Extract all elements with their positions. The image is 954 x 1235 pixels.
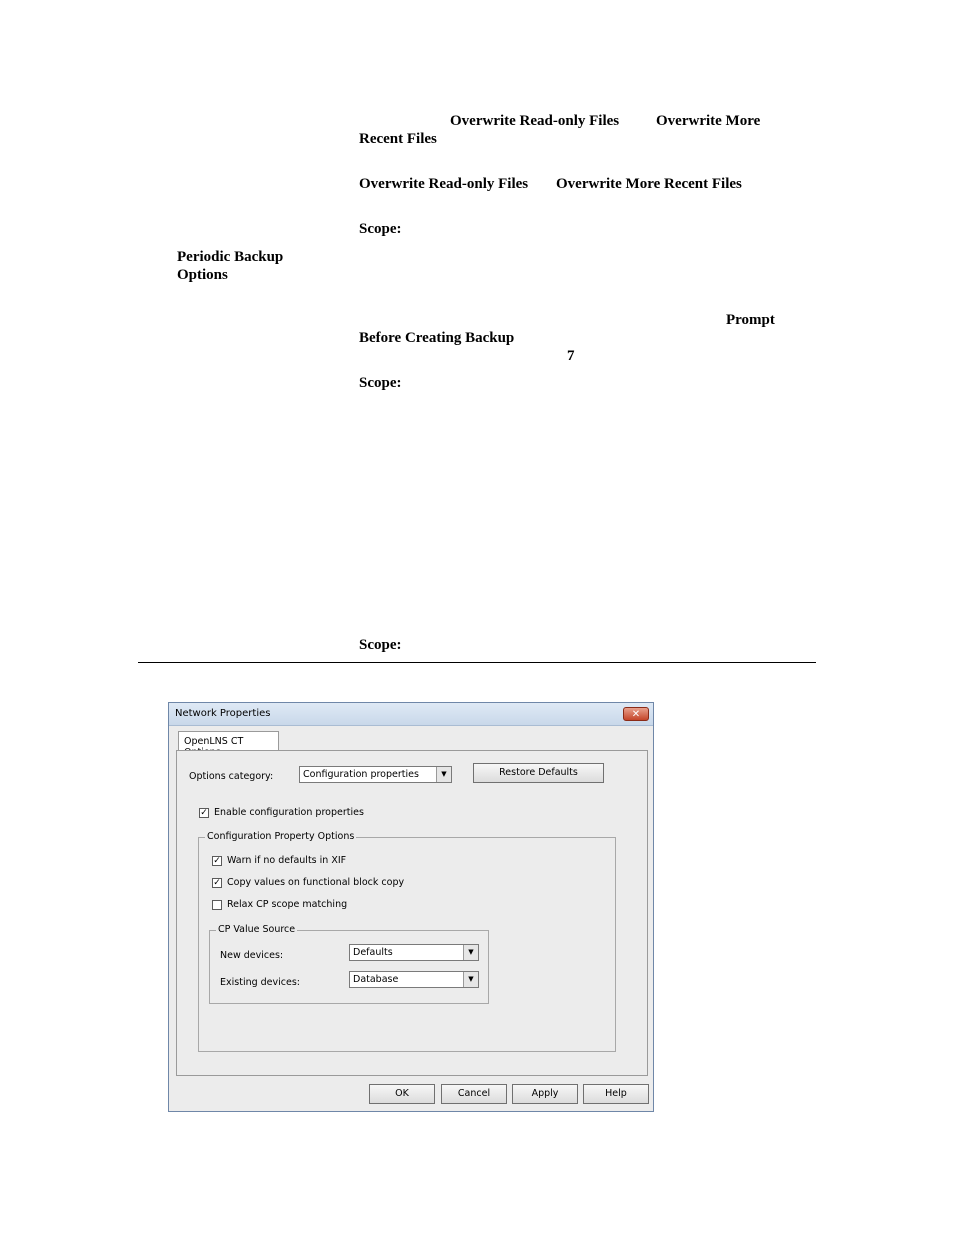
help-button[interactable]: Help bbox=[583, 1084, 649, 1104]
close-button[interactable] bbox=[623, 707, 649, 721]
scope-label-2: Scope: bbox=[359, 375, 402, 391]
para3-text-a: Prompt bbox=[726, 312, 775, 328]
checkmark-icon: ✓ bbox=[213, 878, 221, 888]
checkmark-icon: ✓ bbox=[200, 808, 208, 818]
tab-label: OpenLNS CT bbox=[184, 736, 244, 747]
relax-scope-label: Relax CP scope matching bbox=[227, 899, 348, 910]
dialog-titlebar bbox=[169, 703, 653, 726]
scope-label-3: Scope: bbox=[359, 637, 402, 653]
options-category-label: Options category: bbox=[189, 771, 274, 782]
tab-openlns-ct-options[interactable] bbox=[178, 731, 279, 751]
ok-button[interactable]: OK bbox=[369, 1084, 435, 1104]
horizontal-rule bbox=[138, 662, 816, 663]
para1-text-a: Overwrite Read-only Files bbox=[450, 113, 620, 129]
checkmark-icon: ✓ bbox=[213, 856, 221, 866]
enable-cp-label: Enable configuration properties bbox=[214, 807, 364, 818]
close-icon: ✕ bbox=[631, 709, 641, 720]
para3-text-b: Before Creating Backup bbox=[359, 330, 515, 346]
chevron-down-icon: ▼ bbox=[463, 945, 478, 960]
restore-defaults-button[interactable]: Restore Defaults bbox=[473, 763, 604, 783]
cp-value-source-group bbox=[209, 924, 489, 1004]
para2-text-a: Overwrite Read-only Files bbox=[359, 176, 529, 192]
enable-cp-checkbox[interactable] bbox=[199, 808, 209, 818]
existing-devices-value: Database bbox=[353, 974, 399, 985]
warn-no-defaults-label: Warn if no defaults in XIF bbox=[227, 855, 347, 866]
existing-devices-select[interactable] bbox=[349, 971, 479, 988]
options-category-select[interactable] bbox=[299, 766, 452, 783]
dialog-title: Network Properties bbox=[175, 708, 271, 719]
section-title-line1: Periodic Backup bbox=[177, 249, 284, 265]
relax-scope-checkbox[interactable] bbox=[212, 900, 222, 910]
warn-no-defaults-checkbox[interactable] bbox=[212, 856, 222, 866]
tab-pane bbox=[176, 750, 648, 1076]
para1-text-c: Recent Files bbox=[359, 131, 437, 147]
copy-values-checkbox[interactable] bbox=[212, 878, 222, 888]
network-properties-dialog bbox=[168, 702, 654, 1112]
existing-devices-label: Existing devices: bbox=[220, 977, 301, 988]
para2-text-b: Overwrite More Recent Files bbox=[556, 176, 742, 192]
copy-values-label: Copy values on functional block copy bbox=[227, 877, 405, 888]
new-devices-select[interactable] bbox=[349, 944, 479, 961]
cp-options-group bbox=[198, 831, 616, 1052]
chevron-down-icon: ▼ bbox=[463, 972, 478, 987]
cp-options-group-title: Configuration Property Options bbox=[207, 831, 355, 842]
para1-text-b: Overwrite More bbox=[656, 113, 761, 129]
para3-text-c: 7 bbox=[567, 348, 575, 364]
new-devices-label: New devices: bbox=[220, 950, 284, 961]
chevron-down-icon: ▼ bbox=[436, 767, 451, 782]
scope-label-1: Scope: bbox=[359, 221, 402, 237]
new-devices-value: Defaults bbox=[353, 947, 393, 958]
apply-button[interactable]: Apply bbox=[512, 1084, 578, 1104]
cp-value-source-title: CP Value Source bbox=[218, 924, 296, 935]
section-title-line2: Options bbox=[177, 267, 228, 283]
options-category-value: Configuration properties bbox=[303, 769, 419, 780]
cancel-button[interactable]: Cancel bbox=[441, 1084, 507, 1104]
